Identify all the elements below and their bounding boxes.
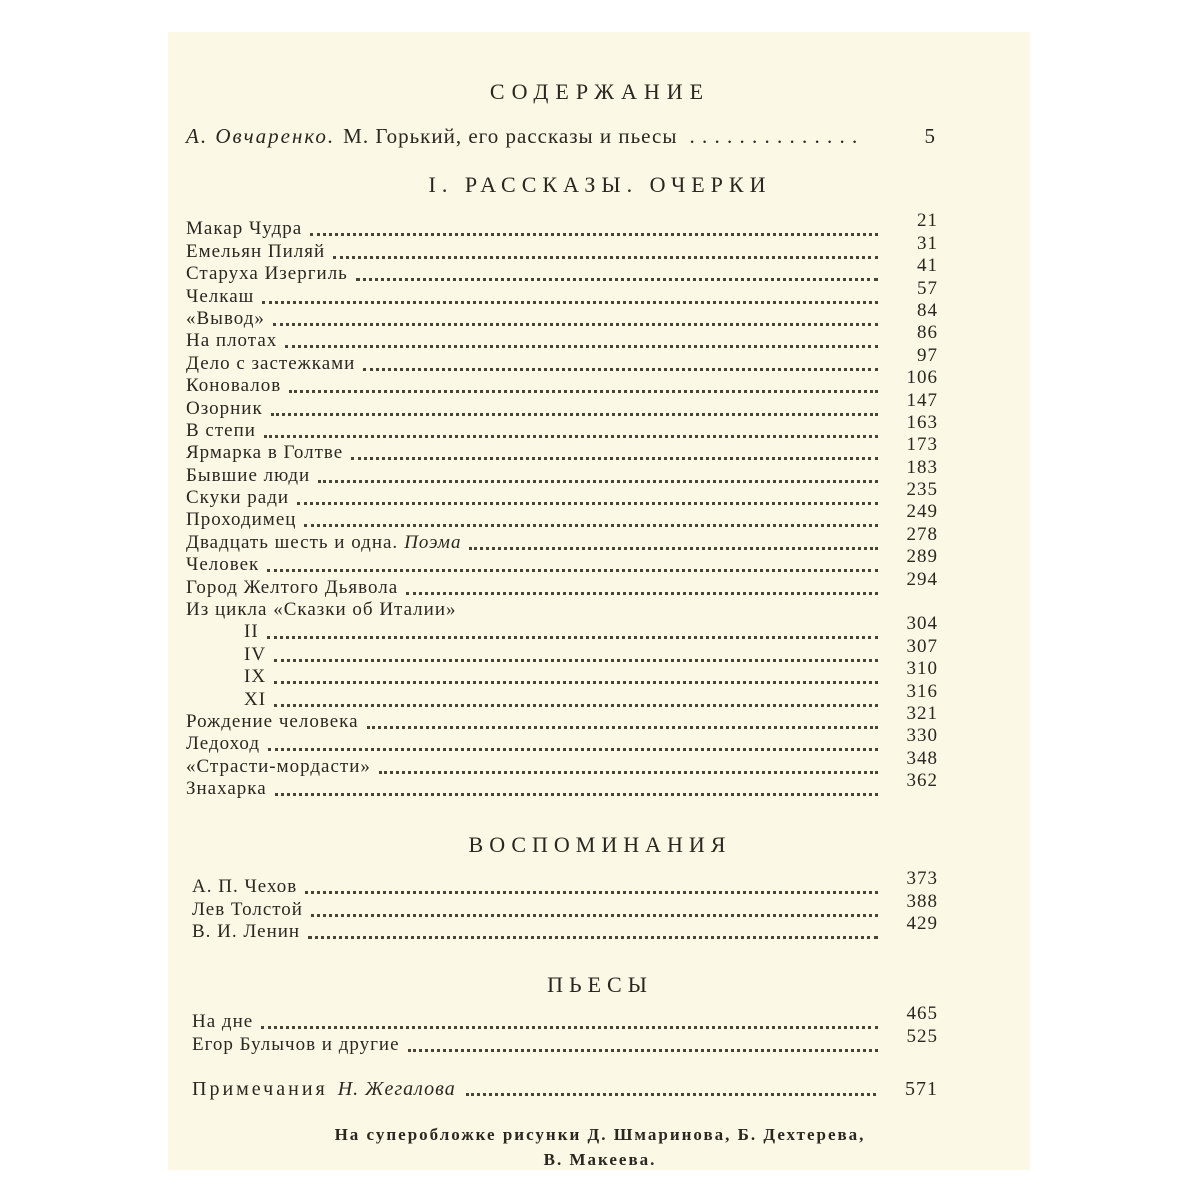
intro-entry <box>186 124 936 149</box>
leader-dots <box>351 457 878 460</box>
toc-plays <box>192 1003 938 1056</box>
toc-entry-title: Из цикла «Сказки об Италии» <box>186 599 457 621</box>
toc-entry-title: В. И. Ленин <box>192 921 301 943</box>
toc-page-number: 310 <box>906 658 938 680</box>
leader-dots <box>274 704 878 707</box>
leader-dots <box>275 793 878 796</box>
leader-dots <box>311 914 878 917</box>
toc-entry <box>186 389 938 419</box>
leader-dots <box>304 524 878 527</box>
toc-page-number: 289 <box>906 546 938 568</box>
toc-entry <box>186 725 938 755</box>
leader-dots <box>261 1026 878 1029</box>
toc-entry-title: В степи <box>186 419 256 441</box>
cover-credit <box>0 1122 1200 1172</box>
toc-entry-title: Макар Чудра <box>186 218 303 240</box>
toc-page-number: 84 <box>917 299 938 321</box>
notes-author: Н. Жегалова <box>337 1078 456 1100</box>
toc-entry <box>186 770 938 800</box>
toc-entry-title: Егор Булычов и другие <box>192 1033 400 1055</box>
toc-entry <box>186 344 938 374</box>
toc-entry-title: На дне <box>192 1011 254 1033</box>
section-heading-stories: I. РАССКАЗЫ. ОЧЕРКИ <box>428 172 772 197</box>
toc-entry <box>186 501 938 531</box>
toc-entry <box>186 299 938 330</box>
toc-entry-title: Проходимец <box>186 509 297 531</box>
toc-entry <box>186 456 938 486</box>
toc-page-number: 307 <box>906 635 938 657</box>
toc-entry <box>186 568 938 598</box>
toc-entry <box>186 434 938 464</box>
toc-entry-title: Рождение человека <box>186 710 359 732</box>
toc-page-number: 21 <box>917 210 938 232</box>
toc-entry <box>186 635 938 665</box>
leader-dots <box>406 592 878 595</box>
toc-entry <box>186 613 938 643</box>
toc-entry-title: Старуха Изергиль <box>186 263 348 285</box>
toc-entry-title: Коновалов <box>186 375 282 397</box>
toc-page-number: 330 <box>906 725 938 747</box>
toc-entry <box>186 367 938 397</box>
intro-author: А. Овчаренко. <box>186 124 336 148</box>
toc-page-number: 294 <box>906 568 938 590</box>
toc-entry-title: Лев Толстой <box>192 898 303 920</box>
toc-entry <box>186 680 938 710</box>
toc-page-number: 249 <box>906 501 938 523</box>
toc-page-number: 183 <box>906 456 938 478</box>
notes-leader-dots <box>466 1093 876 1096</box>
cover-credit-line-2: В. Макеева. <box>543 1150 657 1169</box>
toc-entry <box>186 523 938 553</box>
toc-memoirs <box>192 868 938 943</box>
toc-entry-title: Озорник <box>186 397 263 419</box>
notes-page-number: 571 <box>905 1078 938 1100</box>
toc-entry-title: Город Желтого Дьявола <box>186 576 399 598</box>
toc-entry <box>186 255 938 285</box>
toc-entry-genre: Поэма <box>404 531 462 553</box>
toc-entry-title: Знахарка <box>186 778 267 800</box>
leader-dots <box>333 256 878 259</box>
toc-entry <box>192 1025 938 1055</box>
leader-dots <box>308 936 878 939</box>
toc-entry-title: Ярмарка в Голтве <box>186 442 344 464</box>
toc-page-number: 57 <box>917 277 938 299</box>
toc-entry <box>186 322 938 352</box>
toc-page-number: 31 <box>917 232 938 254</box>
toc-entry <box>192 868 938 898</box>
leader-dots <box>264 435 878 438</box>
toc-page-number: 348 <box>906 747 938 769</box>
toc-entry <box>186 411 938 442</box>
intro-page-number: 5 <box>924 124 936 148</box>
leader-dots <box>297 502 878 505</box>
leader-dots <box>268 748 878 751</box>
toc-page-number: 373 <box>906 868 938 890</box>
toc-page-number: 278 <box>906 523 938 545</box>
toc-page-number: 429 <box>906 913 938 935</box>
leader-dots <box>379 771 878 774</box>
toc-entry-title: Емельян Пиляй <box>186 240 326 262</box>
toc-page-number: 465 <box>906 1003 938 1025</box>
notes-entry <box>192 1078 938 1101</box>
leader-dots <box>274 659 878 662</box>
toc-page-number: 106 <box>906 367 938 389</box>
toc-entry-title: А. П. Чехов <box>192 876 298 898</box>
toc-entry-title: «Вывод» <box>186 307 265 329</box>
toc-entry <box>186 546 938 576</box>
toc-entry-title: II <box>244 621 259 643</box>
toc-entry <box>186 658 938 688</box>
toc-entry-title: Ледоход <box>186 733 261 755</box>
toc-entry-title: Челкаш <box>186 285 255 307</box>
leader-dots <box>310 233 878 236</box>
toc-entry <box>192 913 938 943</box>
toc-page-number: 388 <box>906 890 938 912</box>
toc-entry-title: Двадцать шесть и одна. <box>186 531 399 553</box>
toc-page-number: 147 <box>906 389 938 411</box>
toc-page-number: 97 <box>917 344 938 366</box>
toc-entry-title: IX <box>244 666 267 688</box>
toc-page-number: 304 <box>906 613 938 635</box>
leader-dots <box>363 368 878 371</box>
leader-dots <box>318 480 878 483</box>
toc-entry-title: Бывшие люди <box>186 464 311 486</box>
leader-dots <box>267 636 878 639</box>
toc-entry-title: На плотах <box>186 330 278 352</box>
intro-text: М. Горький, его рассказы и пьесы <box>343 124 678 148</box>
toc-entry <box>192 890 938 920</box>
toc-entry <box>186 210 938 240</box>
toc-entry <box>186 479 938 509</box>
leader-dots <box>469 547 878 550</box>
toc-entry <box>186 747 938 777</box>
leader-dots <box>285 345 878 348</box>
toc-entry <box>186 277 938 307</box>
toc-entry <box>186 599 938 621</box>
toc-entry <box>186 702 938 733</box>
toc-page-number: 525 <box>906 1025 938 1047</box>
leader-dots <box>274 681 878 684</box>
intro-leader-dots: . . . . . . . . . . . . . . <box>689 124 859 148</box>
toc-page-number: 163 <box>906 411 938 433</box>
toc-entry-title: XI <box>244 688 267 710</box>
toc-page-number: 362 <box>906 770 938 792</box>
leader-dots <box>289 390 878 393</box>
toc-page-number: 235 <box>906 479 938 501</box>
toc-entry <box>186 232 938 262</box>
section-heading-plays: ПЬЕСЫ <box>547 972 653 997</box>
toc-page-number: 41 <box>917 255 938 277</box>
toc-page-number: 321 <box>906 702 938 724</box>
leader-dots <box>271 413 878 416</box>
leader-dots <box>356 278 878 281</box>
page-title: СОДЕРЖАНИЕ <box>489 79 711 104</box>
leader-dots <box>367 726 878 729</box>
toc-stories <box>186 210 938 800</box>
toc-entry-title: IV <box>244 643 267 665</box>
leader-dots <box>305 891 878 894</box>
toc-page-number: 316 <box>906 680 938 702</box>
toc-entry-title: Скуки ради <box>186 487 290 509</box>
toc-entry-title: Человек <box>186 554 260 576</box>
toc-page-number: 86 <box>917 322 938 344</box>
leader-dots <box>262 301 878 304</box>
toc-entry-title: Дело с застежками <box>186 352 356 374</box>
cover-credit-line-1: На суперобложке рисунки Д. Шмаринова, Б. Дехтерева, <box>334 1125 866 1144</box>
leader-dots <box>273 323 878 326</box>
notes-label: Примечания <box>192 1078 328 1100</box>
toc-page-number: 173 <box>906 434 938 456</box>
section-heading-memoirs: ВОСПОМИНАНИЯ <box>468 832 732 857</box>
leader-dots <box>267 569 878 572</box>
toc-entry <box>192 1003 938 1033</box>
toc-entry-title: «Страсти-мордасти» <box>186 755 371 777</box>
leader-dots <box>408 1049 878 1052</box>
